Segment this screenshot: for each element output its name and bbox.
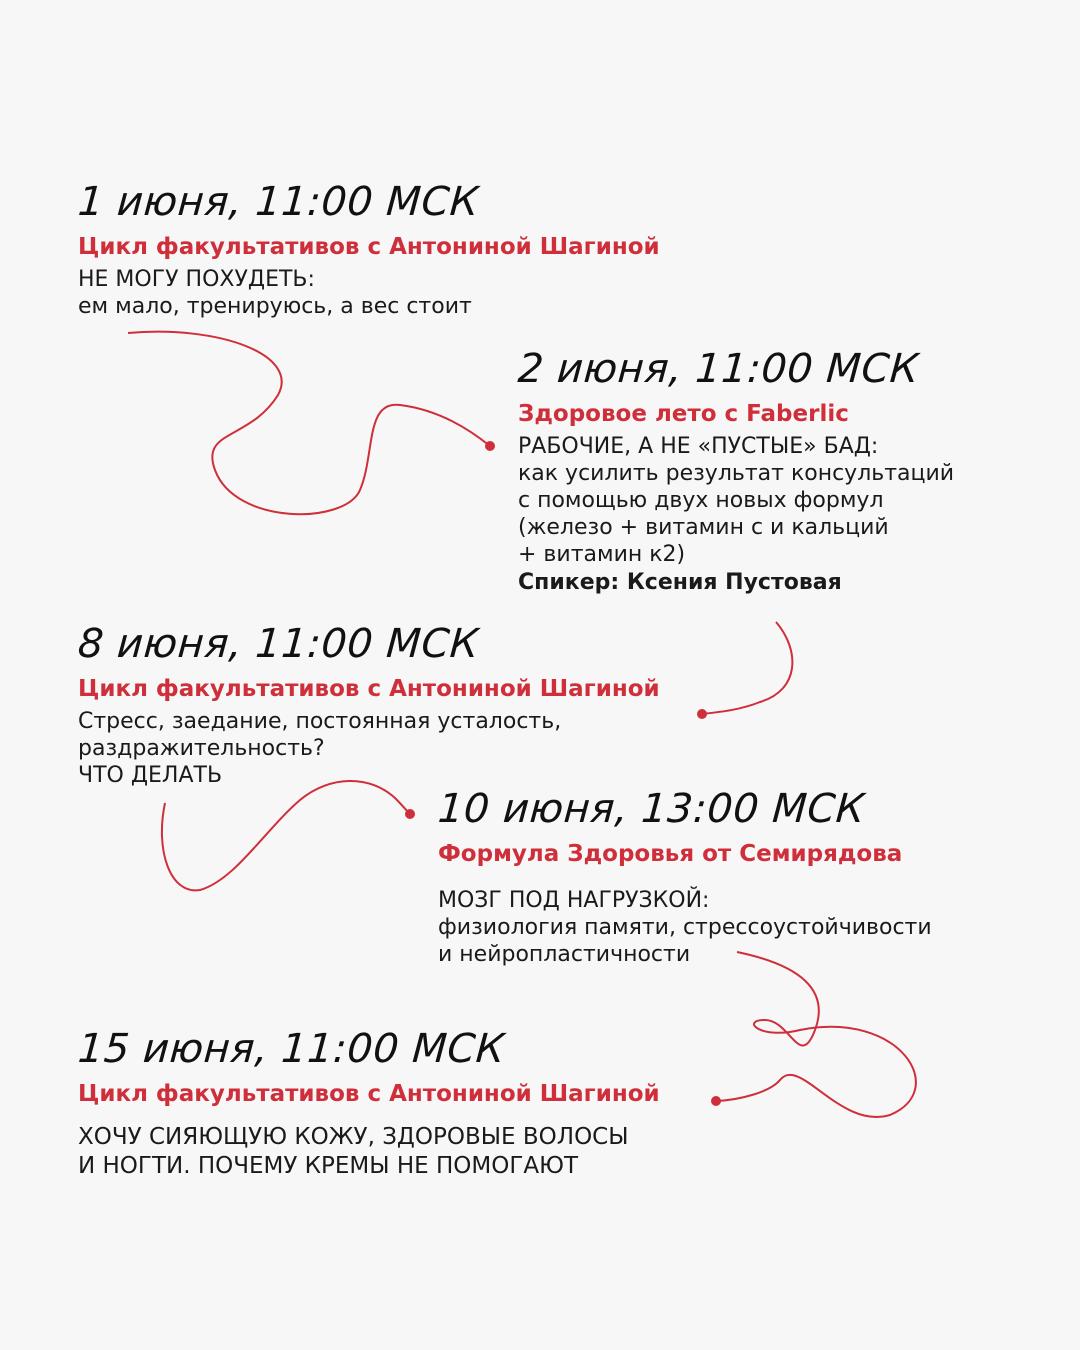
event-description: [518, 433, 954, 568]
description-line: ЧТО ДЕЛАТЬ: [78, 763, 223, 788]
connector-line-2-3: [702, 622, 792, 714]
event-series: Цикл факультативов с Антониной Шагиной: [78, 676, 660, 702]
event-june-1: [78, 178, 660, 320]
event-speaker: Спикер: Ксения Пустовая: [518, 570, 842, 595]
event-date: 2 июня, 11:00 МСК: [516, 346, 921, 392]
event-date: 1 июня, 11:00 МСК: [76, 179, 481, 225]
event-description: [78, 1123, 660, 1181]
connector-dot: [697, 709, 707, 719]
description-line: физиология памяти, стрессоустойчивости: [438, 915, 932, 940]
event-date: 8 июня, 11:00 МСК: [76, 621, 481, 667]
description-line: Стресс, заедание, постоянная усталость,: [78, 709, 562, 734]
connector-line-4-5: [716, 952, 916, 1117]
description-line: + витамин к2): [518, 542, 686, 567]
description-line: ХОЧУ СИЯЮЩУЮ КОЖУ, ЗДОРОВЫЕ ВОЛОСЫ: [78, 1124, 629, 1150]
description-line: и нейропластичности: [438, 942, 691, 967]
event-description: [78, 708, 660, 789]
description-line: раздражительность?: [78, 736, 325, 761]
description-line: И НОГТИ. ПОЧЕМУ КРЕМЫ НЕ ПОМОГАЮТ: [78, 1153, 578, 1179]
connector-line-3-4: [162, 781, 410, 890]
event-series: Цикл факультативов с Антониной Шагиной: [78, 234, 660, 260]
description-line: НЕ МОГУ ПОХУДЕТЬ:: [78, 267, 315, 292]
event-description: [78, 266, 660, 320]
description-line: (железо + витамин с и кальций: [518, 515, 889, 540]
event-series: Формула Здоровья от Семирядова: [438, 841, 903, 867]
event-june-10: [438, 785, 932, 968]
event-june-8: [78, 620, 660, 789]
event-series: Здоровое лето с Faberlic: [518, 401, 849, 427]
description-line: как усилить результат консультаций: [518, 461, 955, 486]
connector-dot: [711, 1096, 721, 1106]
description-line: ем мало, тренируюсь, а вес стоит: [78, 294, 472, 319]
connector-dot: [485, 441, 495, 451]
connector-dot: [405, 809, 415, 819]
description-line: РАБОЧИЕ, А НЕ «ПУСТЫЕ» БАД:: [518, 434, 879, 459]
event-june-2: [518, 345, 954, 598]
event-description: [438, 887, 932, 968]
connector-line-1-2: [128, 332, 490, 514]
event-june-15: [78, 1025, 660, 1181]
event-series: Цикл факультативов с Антониной Шагиной: [78, 1081, 660, 1107]
description-line: МОЗГ ПОД НАГРУЗКОЙ:: [438, 888, 710, 913]
description-line: с помощью двух новых формул: [518, 488, 884, 513]
event-date: 10 июня, 13:00 МСК: [436, 786, 867, 832]
event-date: 15 июня, 11:00 МСК: [76, 1026, 507, 1072]
